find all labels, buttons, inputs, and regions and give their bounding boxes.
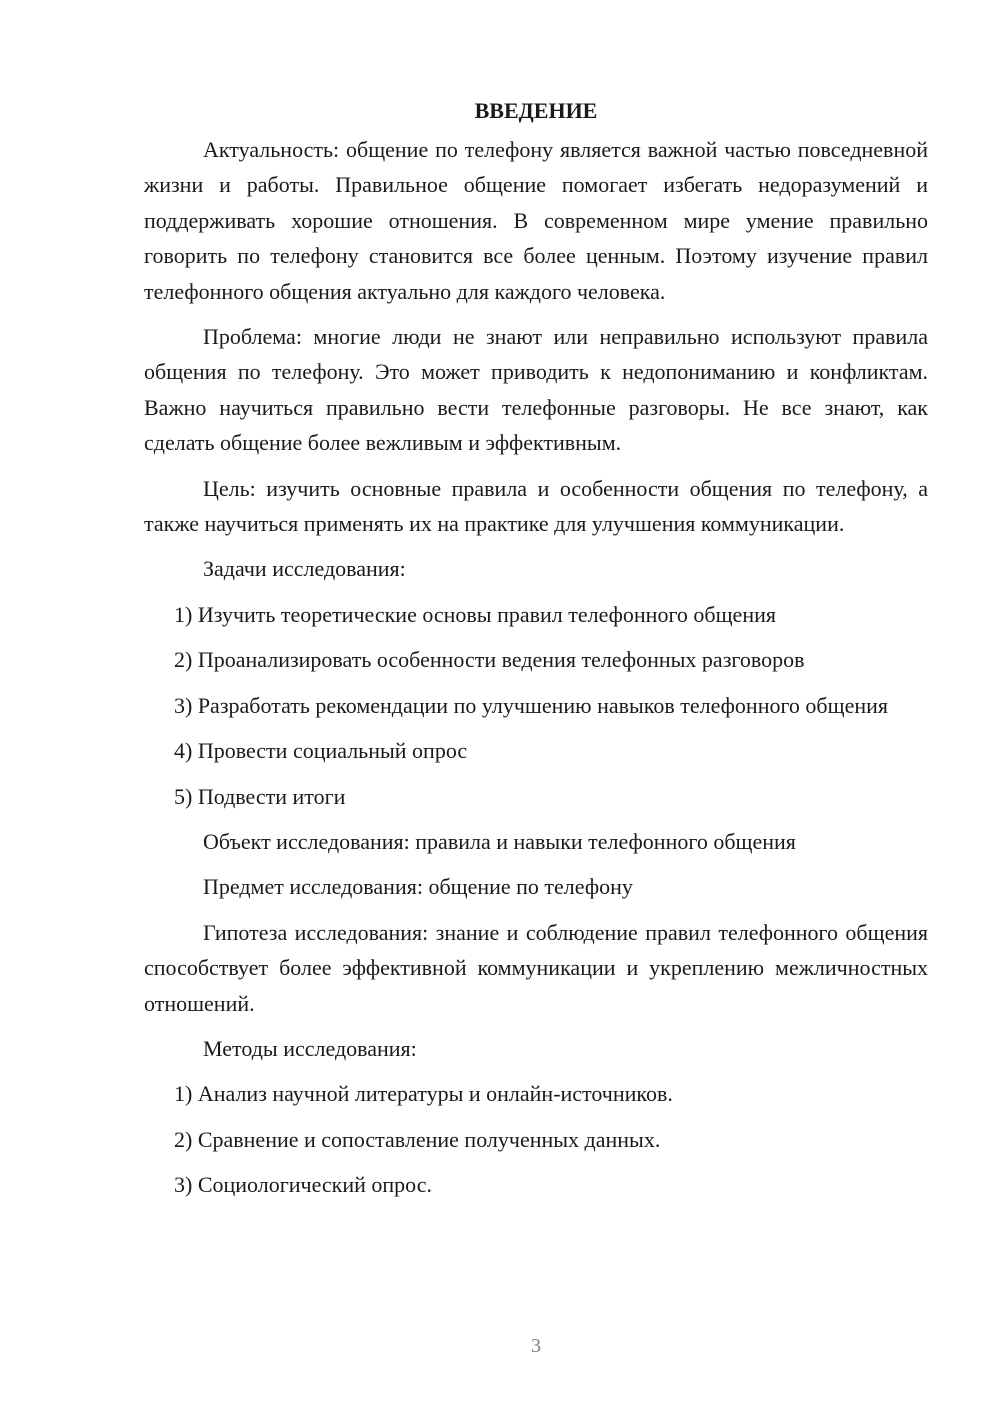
document-page [144,96,928,1213]
problem-paragraph: Проблема: многие люди не знают или неправильно используют правила общения по телефону. Это может приводить к недопониманию и конфликтам. Важно научиться правильно вести телефонные разговоры. Не все знают, как сделать общение более вежливым и эффективным. [144,324,928,456]
goal-paragraph: Цель: изучить основные правила и особенности общения по телефону, а также научиться применять их на практике для улучшения коммуникации. [144,475,928,537]
section-title: ВВЕДЕНИЕ [474,98,598,123]
task-item: 4) Провести социальный опрос [174,738,468,764]
object-paragraph: Объект исследования: правила и навыки телефонного общения [203,828,796,854]
task-item: 2) Проанализировать особенности ведения телефонных разговоров [174,647,805,673]
hypothesis-paragraph: Гипотеза исследования: знание и соблюдение правил телефонного общения способствует более эффективной коммуникации и укреплению межличностных отношений. [144,919,928,1016]
method-item: 2) Сравнение и сопоставление полученных данных. [174,1126,661,1152]
relevance-paragraph: Актуальность: общение по телефону является важной частью повседневной жизни и работы. Правильное общение помогает избегать недоразумений и поддерживать хорошие отношения. В современном мире умение правильно говорить по телефону становится все более ценным. Поэтому изучение правил телефонного общения актуально для каждого человека. [144,137,928,304]
subject-paragraph: Предмет исследования: общение по телефону [203,874,633,900]
task-item: 3) Разработать рекомендации по улучшению навыков телефонного общения [174,692,889,718]
task-item: 5) Подвести итоги [174,783,346,809]
page-number: 3 [531,1335,541,1357]
tasks-heading: Задачи исследования: [203,556,406,582]
task-item: 1) Изучить теоретические основы правил телефонного общения [174,601,776,627]
methods-heading: Методы исследования: [203,1035,417,1061]
method-item: 1) Анализ научной литературы и онлайн-источников. [174,1081,673,1107]
method-item: 3) Социологический опрос. [174,1172,432,1198]
